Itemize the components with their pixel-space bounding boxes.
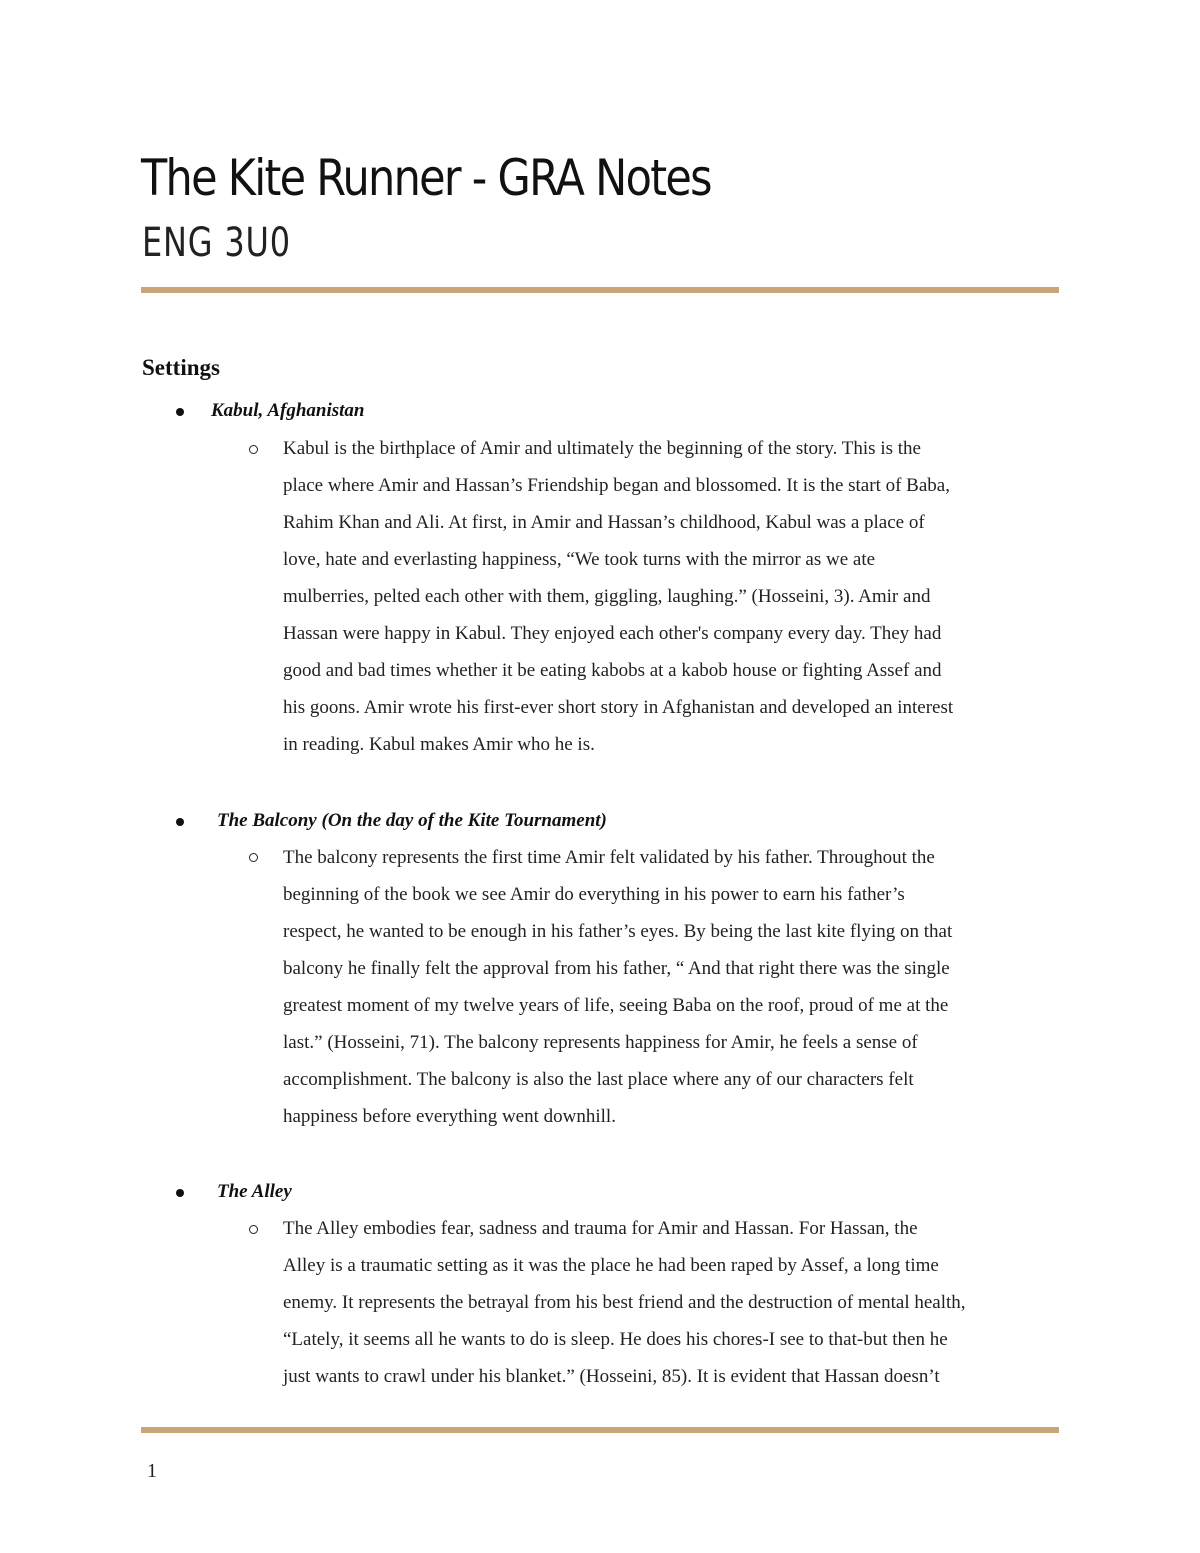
text-line: Hassan were happy in Kabul. They enjoyed each other's company every day. They had xyxy=(283,623,942,644)
setting-description-balcony xyxy=(283,839,952,1135)
text-line: just wants to crawl under his blanket.” (Hosseini, 85). It is evident that Hassan doesn’t xyxy=(283,1366,940,1387)
bullet-dot xyxy=(176,408,184,416)
text-line: “Lately, it seems all he wants to do is sleep. He does his chores-I see to that-but then he xyxy=(283,1329,948,1350)
bullet-dot xyxy=(176,818,184,826)
text-line: love, hate and everlasting happiness, “We took turns with the mirror as we ate xyxy=(283,549,876,570)
sub-bullet-circle xyxy=(249,445,258,454)
setting-description-kabul xyxy=(283,430,953,763)
document-title: The Kite Runner - GRA Notes xyxy=(141,149,711,207)
setting-label-kabul: Kabul, Afghanistan xyxy=(211,400,365,421)
text-line: greatest moment of my twelve years of life, seeing Baba on the roof, proud of me at the xyxy=(283,995,949,1016)
text-line: mulberries, pelted each other with them, giggling, laughing.” (Hosseini, 3). Amir and xyxy=(283,586,931,607)
course-code: ENG 3U0 xyxy=(142,220,291,266)
setting-label-alley: The Alley xyxy=(217,1181,292,1202)
text-line: Kabul is the birthplace of Amir and ultimately the beginning of the story. This is the xyxy=(283,438,921,459)
page-number: 1 xyxy=(147,1460,157,1482)
text-line: enemy. It represents the betrayal from his best friend and the destruction of mental health, xyxy=(283,1292,966,1313)
text-line: Rahim Khan and Ali. At first, in Amir and Hassan’s childhood, Kabul was a place of xyxy=(283,512,925,533)
footer-divider xyxy=(141,1427,1059,1433)
text-line: last.” (Hosseini, 71). The balcony represents happiness for Amir, he feels a sense of xyxy=(283,1032,918,1053)
text-line: Alley is a traumatic setting as it was the place he had been raped by Assef, a long time xyxy=(283,1255,939,1276)
text-line: his goons. Amir wrote his first-ever short story in Afghanistan and developed an interest xyxy=(283,697,954,718)
text-line: place where Amir and Hassan’s Friendship began and blossomed. It is the start of Baba, xyxy=(283,475,950,496)
header-divider xyxy=(141,287,1059,293)
text-line: The balcony represents the first time Amir felt validated by his father. Throughout the xyxy=(283,847,935,868)
section-heading-settings: Settings xyxy=(142,355,220,380)
setting-label-balcony: The Balcony (On the day of the Kite Tournament) xyxy=(217,810,607,831)
text-line: happiness before everything went downhill. xyxy=(283,1106,616,1127)
bullet-dot xyxy=(176,1189,184,1197)
sub-bullet-circle xyxy=(249,1225,258,1234)
text-line: respect, he wanted to be enough in his father’s eyes. By being the last kite flying on that xyxy=(283,921,953,942)
sub-bullet-circle xyxy=(249,853,258,862)
text-line: accomplishment. The balcony is also the last place where any of our characters felt xyxy=(283,1069,914,1090)
text-line: good and bad times whether it be eating kabobs at a kabob house or fighting Assef and xyxy=(283,660,942,681)
text-line: beginning of the book we see Amir do everything in his power to earn his father’s xyxy=(283,884,905,905)
text-line: The Alley embodies fear, sadness and trauma for Amir and Hassan. For Hassan, the xyxy=(283,1218,918,1239)
text-line: in reading. Kabul makes Amir who he is. xyxy=(283,734,595,755)
text-line: balcony he finally felt the approval from his father, “ And that right there was the single xyxy=(283,958,950,979)
setting-description-alley xyxy=(283,1210,966,1395)
